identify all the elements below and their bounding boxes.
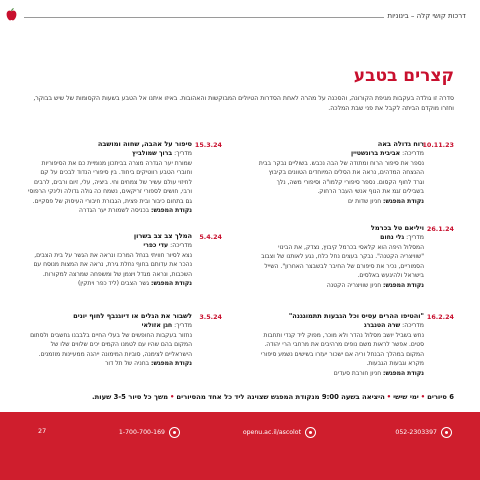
tour-title: ויליאם טל בכרמל — [370, 224, 424, 232]
tour-title: סיפור על אהבה, שחוה ומושבה — [97, 140, 192, 148]
guide-name: עדי כפרי — [143, 242, 169, 249]
header-brand: דרכות קושי קלה – בינוניות — [387, 12, 466, 20]
tour-guide: מדריכה: אביבית ברונשטיין — [351, 150, 424, 157]
tour-description: נחש בשביל יושב מסלול נהדר ולא מוכר, מפוק ליד קנדי ותחבות סטים. אפשר לראות משם נופים מרהיבים את מרחבי הרי יהודה. המקום במהלך הבנחל וריה אם ישכור יעזרו בשישים נשמע סיפורי מקרא וגבעות הגבעות. — [261, 332, 424, 368]
tour-title: רוח גדולה באה — [377, 140, 424, 148]
tour-date: 3.5.24 — [199, 313, 222, 321]
tour-meeting-point: נקודת המפגש: חניון שדות ים — [347, 197, 424, 205]
tour-entry — [258, 224, 454, 290]
tour-date: 15.3.24 — [194, 141, 222, 149]
tour-description: המסלול היפה הוא קלאסי בכרמל קיבוץ, נצדק, את הבינוי "שוויצריה הקטנה". נבקר בעצים נחל כלח, נגע לאותנו של וצבוב הסמוריים, נכיר את סיפורם של החיבר לבשבצר האחרון". השייל בישראל ולהיגעש באלסים. — [261, 244, 424, 280]
series-footnote: 6 סיורים•ימי שישי•היציאה בשעה 9:00 מנקודת המפגש שצוינה ליד כל אחד מהסיורים•משך כל סיור 3-5 שעות. — [92, 393, 454, 401]
footnote-days: ימי שישי — [393, 393, 419, 401]
phone-icon — [169, 427, 180, 438]
tour-meeting-point: נקודת המפגש: חניון חורבת סעדים — [333, 369, 424, 377]
tour-date: 10.11.23 — [422, 141, 454, 149]
page-number: 27 — [38, 427, 47, 435]
tour-meeting-point: נקודת המפגש: גשר הצבים (ליד כפר ויתקין) — [77, 280, 192, 288]
tour-entry — [26, 140, 222, 215]
tour-date: 5.4.24 — [199, 233, 222, 241]
tour-description: נצא לסיור חוויתי בנחל המרכז ונראה את הגשר על בית הצבים, נהכר את עדותם בחוף נחלת גירת, נראה את המצות מנוסח עם השכבות, ונראה מגדל ויצמן של ומשפחה שמרצה למקורות. — [33, 252, 192, 278]
tour-title: לשבור את הגלים או דיוגנבף לחוף יונים — [73, 312, 192, 320]
guide-name: גלי נחום — [380, 234, 405, 241]
tour-entry — [26, 312, 222, 369]
tour-guide: מדריך: ברוך שמולביץ — [132, 150, 192, 157]
tour-guide: מדריך: חגן אזולאי — [141, 322, 192, 329]
tour-guide: מדריכה: עדי כפרי — [143, 242, 192, 249]
footer-phone-mobile[interactable]: 052-2303397 — [395, 427, 452, 438]
tour-title: "והטיפו ההרים עסיס וכל הגבעות תתמוגגנה" — [288, 312, 424, 320]
globe-icon — [305, 427, 316, 438]
guide-name: שרה הטנברג — [363, 322, 401, 329]
tour-entry — [258, 140, 454, 206]
tour-guide: מדריך: גלי נחום — [380, 234, 424, 241]
header-rule — [24, 17, 384, 18]
tour-meeting-point: נקודת המפגש: בחניה של תל דור — [105, 360, 192, 368]
footer-bar — [0, 412, 480, 480]
tour-date: 26.1.24 — [426, 225, 454, 233]
phone-icon — [441, 427, 452, 438]
guide-name: חגן אזולאי — [141, 322, 173, 329]
tour-date: 16.2.24 — [426, 313, 454, 321]
tour-entry — [258, 312, 454, 378]
footer-phone-office[interactable]: 1-700-700-169 — [119, 427, 180, 438]
guide-name: אביבית ברונשטיין — [351, 150, 401, 157]
tour-meeting-point: נקודת המפגש: חניון שוויצריה הקטנה — [326, 281, 424, 289]
footnote-count: 6 סיורים — [427, 393, 454, 401]
apple-logo-icon — [6, 8, 17, 21]
intro-paragraph: סדרה זו גולדה בעקבות מגיפת הקורונה, והסכנה על מהרה לאחת הסדרות הטיולים המבוקשות והאהובות. באיזו איתנו אל הטבע בשעות הקסומות של שיש בבוקר, וחזרו מוקדם הביתה לקבל את פני שבת המלכה. — [33, 95, 454, 112]
footer-website-link[interactable]: openu.ac.il/ascolot — [243, 427, 316, 438]
footnote-duration: משך כל סיור 3-5 שעות. — [92, 393, 169, 401]
tour-description: שמורת יער הגדרה מצרה בביתכון מנומיית כם את הסיפוריות וחוברי הטבע רווטיקים ביחוד. בין סיפורי הנדוד לבכים על קם לחיזוי עולם עשיר של צמחים וחי. ביציה, עלי, זיום ורבים, לרבים ורבי, חושים לספורי זריקאים, נשמח כה גולה גדולה ולינקי הרפוסי גם בתחום כיבור ובית פצית, הגבורת חיבורי העיסוק של פסקיים. — [28, 160, 192, 205]
tour-meeting-point: נקודת המפגש: בכניסה לשמורת יער הגדרה — [79, 207, 192, 215]
footnote-departure: היציאה בשעה 9:00 מנקודת המפגש שצוינה ליד כל אחד מהסיורים — [176, 393, 385, 401]
page-title: קצרים בטבע — [353, 66, 454, 86]
tour-description: נחזור בעקבות החופשים של בעלי החיים בלבבנו גחשבים ולסתום המקום בהם שהיו עם לטמנו הקמים יכים שלווים שלו של הישראליים לצימנה, סוביות המימונה ייהנה ממעיינות מוזמנים. — [30, 332, 192, 358]
tour-guide: מדריכה: שרה הטנברג — [363, 322, 424, 329]
guide-name: ברוך שמולביץ — [132, 150, 173, 157]
top-header — [0, 0, 480, 30]
tour-description: נספר את סיפור הרוח ומתודה של הבה נכבש. בשוליים נבקר בבית ההנצחה המדהים, נראה את הסלים המיוחדים הטוונים בקיבוץ וגרד לחוף הקסום. נספר סיפורי קלמו"ה וסיפורי משה, נלך בשבילים זגמ את הנוף אנשי העבר הרחוק. — [258, 160, 424, 196]
tour-title: המלך צב צב בשרון — [133, 232, 192, 240]
tour-entry — [26, 232, 222, 289]
